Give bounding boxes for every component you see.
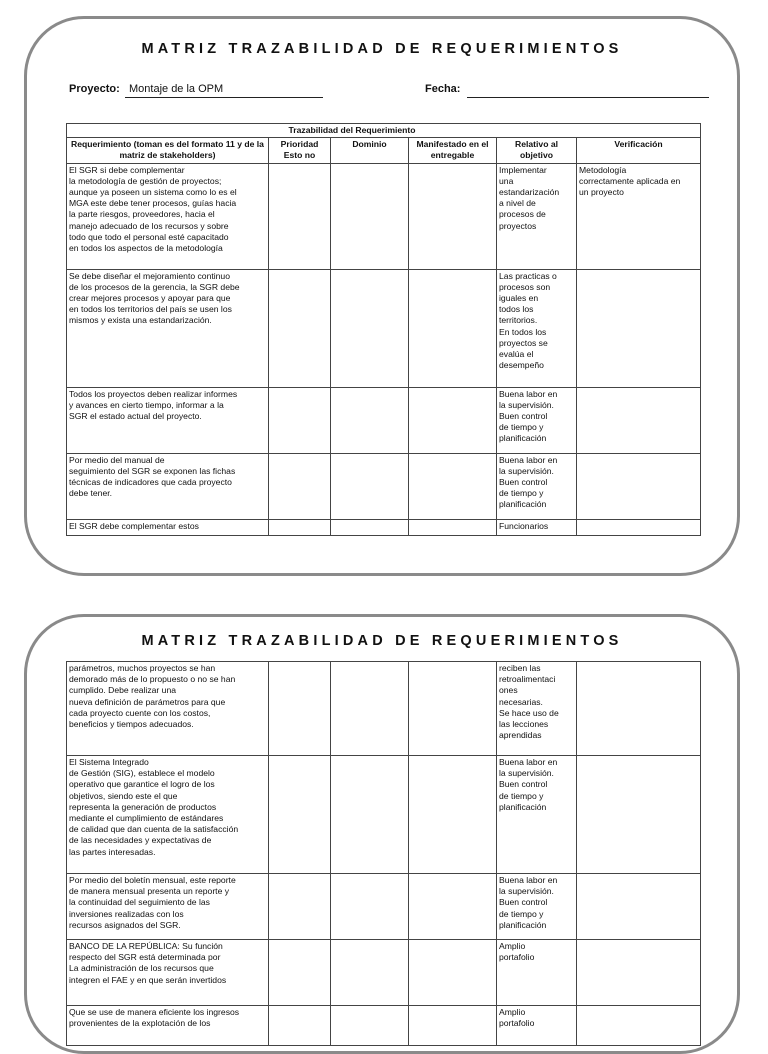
objetivo-cell: Buena labor en la supervisión. Buen control de tiempo y planificación [497,453,577,519]
verificacion-cell: Metodología correctamente aplicada en un proyecto [577,163,701,269]
date-underline [467,96,709,98]
verificacion-cell [577,1006,701,1046]
requerimiento-cell: El SGR debe complementar estos [67,519,269,535]
table-row [67,453,701,519]
objetivo-cell: Buena labor en la supervisión. Buen control de tiempo y planificación [497,874,577,940]
table-row [67,1006,701,1046]
date-label: Fecha: [425,83,461,95]
objetivo-cell: Las practicas o procesos son iguales en todos los territorios. En todos los proyectos se evalúa el desempeño [497,269,577,387]
project-underline [125,96,323,98]
project-label: Proyecto: [69,83,120,95]
verificacion-cell [577,874,701,940]
document-title: MATRIZ TRAZABILIDAD DE REQUERIMIENTOS [141,633,623,649]
table-row [67,756,701,874]
table-row [67,163,701,269]
objetivo-cell: Funcionarios [497,519,577,535]
table-row [67,874,701,940]
objetivo-cell: reciben las retroalimentaci ones necesarias. Se hace uso de las lecciones aprendidas [497,662,577,756]
objetivo-cell: Buena labor en la supervisión. Buen control de tiempo y planificación [497,756,577,874]
table-header-row [67,138,701,163]
verificacion-cell [577,453,701,519]
objetivo-cell: Buena labor en la supervisión. Buen control de tiempo y planificación [497,387,577,453]
column-header-dominio: Dominio [331,138,409,163]
document-page-1 [24,16,740,576]
column-header-manifestado: Manifestado en el entregable [409,138,497,163]
table-row [67,269,701,387]
table-row [67,387,701,453]
column-header-prioridad: Prioridad Esto no [269,138,331,163]
document-page-2 [24,614,740,1054]
verificacion-cell [577,519,701,535]
table-group-header: Trazabilidad del Requerimiento [269,124,497,138]
verificacion-cell [577,662,701,756]
requerimiento-cell: El Sistema Integrado de Gestión (SIG), establece el modelo operativo que garantice el logro de los objetivos, siendo este el que representa la generación de productos mediante el cumplimiento de estándares de calidad que dan cuenta de la satisfacción de las necesidades y expectativas de las partes interesadas. [67,756,269,874]
verificacion-cell [577,387,701,453]
project-field [69,83,349,95]
objetivo-cell: Amplio portafolio [497,1006,577,1046]
column-header-verificacion: Verificación [577,138,701,163]
requerimiento-cell: El SGR si debe complementar la metodología de gestión de proyectos; aunque ya poseen un sistema como lo es el MGA este debe tener procesos, guías hacia la parte riesgos, proveedores, hacia el manejo adecuado de los recursos y sobre todo que todo el personal esté capacitado en todos los aspectos de la metodología [67,163,269,269]
objetivo-cell: Implementar una estandarización a nivel de procesos de proyectos [497,163,577,269]
table-group-header-row [67,124,701,138]
table-row [67,662,701,756]
requerimiento-cell: Por medio del manual de seguimiento del SGR se exponen las fichas técnicas de indicadores que cada proyecto debe tener. [67,453,269,519]
objetivo-cell: Amplio portafolio [497,940,577,1006]
date-field [425,83,715,95]
column-header-requerimiento: Requerimiento (toman es del formato 11 y de la matriz de stakeholders) [67,138,269,163]
requerimiento-cell: Que se use de manera eficiente los ingresos provenientes de la explotación de los [67,1006,269,1046]
requerimiento-cell: BANCO DE LA REPÚBLICA: Su función respecto del SGR está determinada por La administración de los recursos que integren el FAE y en que serán invertidos [67,940,269,1006]
traceability-table-page-1 [66,123,701,536]
table-row [67,519,701,535]
requerimiento-cell: Por medio del boletín mensual, este reporte de manera mensual presenta un reporte y la continuidad del seguimiento de las inversiones realizadas con los recursos asignados del SGR. [67,874,269,940]
column-header-relativo: Relativo al objetivo [497,138,577,163]
table-row [67,940,701,1006]
verificacion-cell [577,756,701,874]
document-title: MATRIZ TRAZABILIDAD DE REQUERIMIENTOS [141,41,623,57]
verificacion-cell [577,940,701,1006]
project-value: Montaje de la OPM [129,83,224,95]
verificacion-cell [577,269,701,387]
traceability-table-page-2 [66,661,701,1046]
requerimiento-cell: Todos los proyectos deben realizar informes y avances en cierto tiempo, informar a la SGR el estado actual del proyecto. [67,387,269,453]
requerimiento-cell: Se debe diseñar el mejoramiento continuo de los procesos de la gerencia, la SGR debe crear mejores procesos y apoyar para que en todos los territorios del país se usen los mismos y exista una estandarización. [67,269,269,387]
requerimiento-cell: parámetros, muchos proyectos se han demorado más de lo propuesto o no se han cumplido. Debe realizar una nueva definición de parámetros para que cada proyecto cuente con los costos, beneficios y tiempos adecuados. [67,662,269,756]
